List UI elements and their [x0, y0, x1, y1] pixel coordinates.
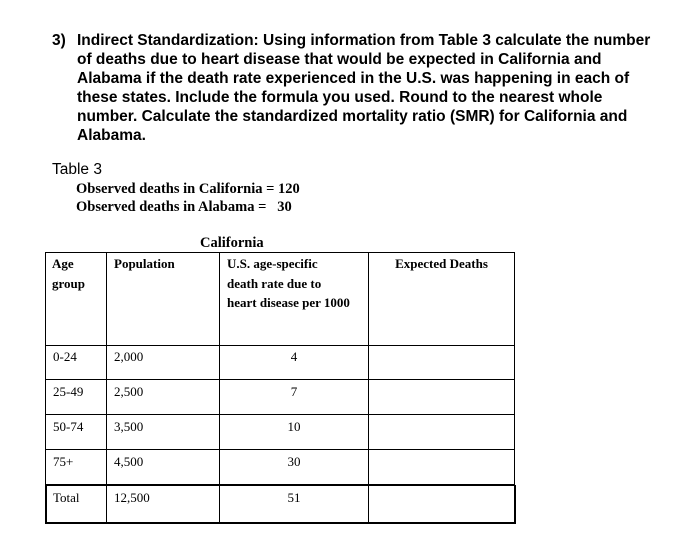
question-text: Indirect Standardization: Using information from Table 3 calculate the number of deaths due to heart disease that would be expected in California and Alabama if the death rate experienced in the U.S. was happening in each of these states. Include the formula you used. Round to the nearest whole number. Calculate the standardized mortality ratio (SMR) for California and Alabama.: [77, 32, 651, 144]
row-rate: 30: [287, 454, 301, 469]
data-table: [45, 252, 515, 523]
row-age: 75+: [53, 454, 74, 469]
observed-deaths-california: Observed deaths in California = 120: [76, 181, 300, 197]
row-age: 0-24: [53, 349, 77, 364]
header-population: Population: [114, 256, 175, 271]
table-rule: [45, 523, 515, 524]
table-rule: [45, 485, 515, 486]
row-rate: 4: [290, 349, 298, 364]
table-title: Table 3: [52, 161, 102, 178]
table-rule: [45, 345, 515, 346]
row-age: 50-74: [53, 419, 84, 434]
table-rule: [514, 252, 515, 524]
row-population: 3,500: [114, 419, 144, 434]
observed-deaths-alabama: Observed deaths in Alabama = 30: [76, 199, 292, 215]
table-rule: [515, 485, 516, 524]
row-age-total: Total: [53, 490, 80, 505]
header-age-group: Age group: [52, 256, 85, 291]
table-rule: [46, 485, 47, 524]
row-population: 4,500: [114, 454, 144, 469]
row-population: 2,500: [114, 384, 144, 399]
table-state-label: California: [200, 235, 264, 251]
row-population-total: 12,500: [114, 490, 150, 505]
table-rule: [106, 252, 107, 524]
header-rate: U.S. age-specific death rate due to heart disease per 1000: [227, 256, 350, 310]
table-rule: [45, 252, 46, 524]
row-rate: 7: [290, 384, 298, 399]
row-population: 2,000: [114, 349, 144, 364]
question-number: 3): [52, 32, 66, 49]
table-rule: [45, 379, 515, 380]
table-rule: [45, 252, 515, 253]
table-rule: [45, 414, 515, 415]
table-rule: [368, 252, 369, 524]
table-rule: [45, 449, 515, 450]
row-age: 25-49: [53, 384, 84, 399]
row-rate: 10: [287, 419, 301, 434]
row-rate-total: 51: [287, 490, 301, 505]
header-expected-deaths: Expected Deaths: [395, 256, 488, 271]
